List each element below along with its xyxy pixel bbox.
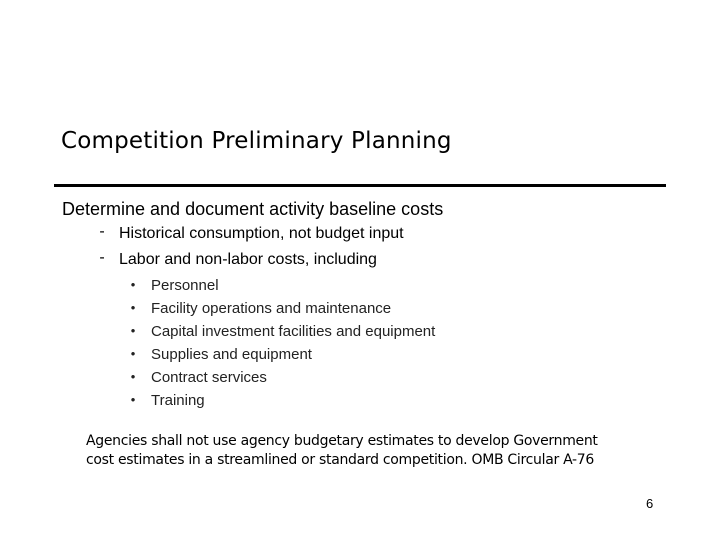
bullet-marker: • (130, 277, 136, 292)
slide-title: Competition Preliminary Planning (61, 128, 452, 154)
page-number: 6 (646, 496, 654, 511)
title-divider (54, 184, 666, 187)
list-item-text: Supplies and equipment (151, 346, 312, 363)
omb-circular-note (86, 432, 646, 470)
list-item-text: Training (151, 392, 205, 409)
dash-marker: - (99, 223, 105, 240)
main-bullet: Determine and document activity baseline costs (62, 199, 444, 219)
list-item-text: Contract services (151, 369, 267, 386)
note-line: Agencies shall not use agency budgetary estimates to develop Government (86, 433, 598, 449)
sub-bullet-text: Labor and non-labor costs, including (119, 251, 377, 268)
note-line: cost estimates in a streamlined or standard competition. OMB Circular A-76 (86, 452, 595, 468)
list-item-text: Facility operations and maintenance (151, 300, 392, 317)
bullet-marker: • (130, 346, 136, 361)
bullet-marker: • (130, 300, 136, 315)
dash-marker: - (99, 249, 105, 266)
list-item-text: Capital investment facilities and equipment (151, 323, 436, 340)
bullet-marker: • (130, 323, 136, 338)
bullet-marker: • (130, 392, 136, 407)
list-item-text: Personnel (151, 277, 219, 294)
sub-bullet-text: Historical consumption, not budget input (119, 225, 404, 242)
bullet-marker: • (130, 369, 136, 384)
